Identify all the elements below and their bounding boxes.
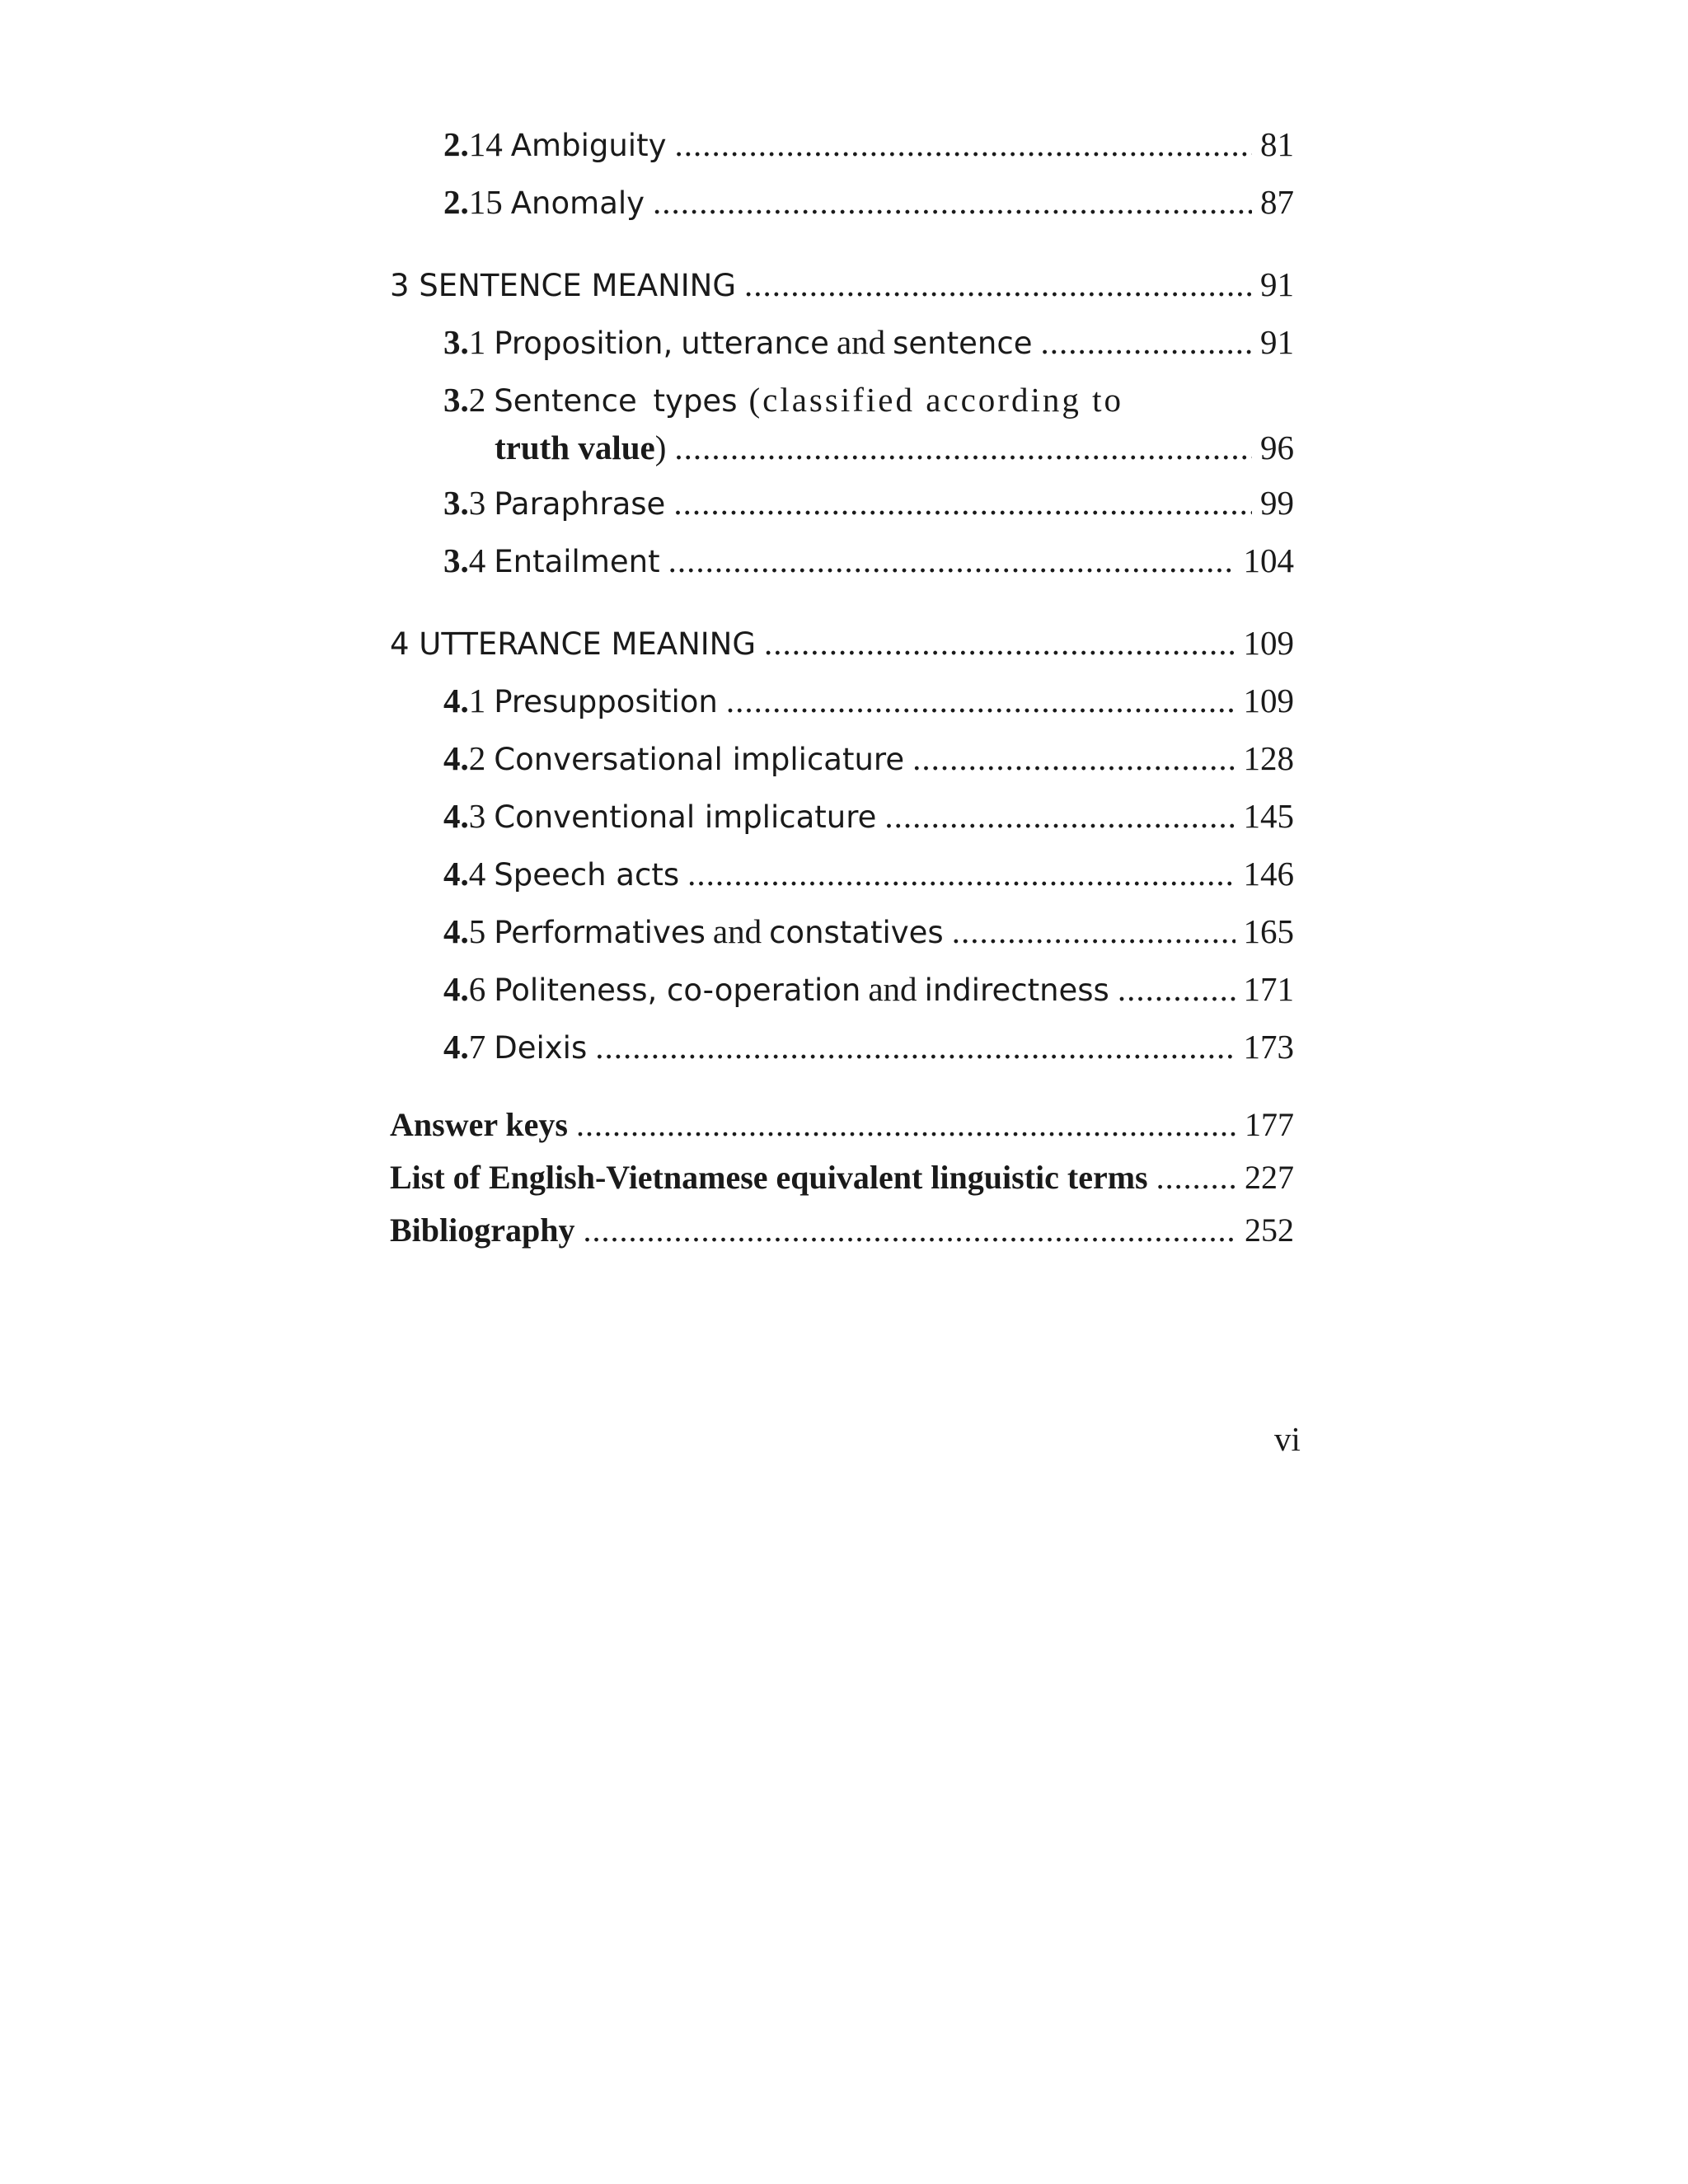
section-title: Paraphrase — [494, 486, 666, 522]
dot-leader — [1040, 321, 1252, 363]
dot-leader — [1156, 1157, 1236, 1198]
page-ref: 99 — [1260, 484, 1294, 522]
dot-leader — [674, 427, 1252, 468]
backmatter-title: Answer keys — [390, 1106, 568, 1143]
dot-leader — [668, 540, 1236, 581]
toc-entry[interactable] — [443, 540, 1294, 581]
page-ref: 87 — [1260, 183, 1294, 221]
section-number: 2.15 — [443, 183, 503, 221]
page-ref: 91 — [1260, 265, 1294, 303]
page-ref: 165 — [1243, 912, 1294, 950]
backmatter-title: Bibliography — [390, 1212, 575, 1249]
dot-leader — [595, 1026, 1235, 1067]
page-ref: 109 — [1243, 682, 1294, 719]
page-ref: 128 — [1243, 739, 1294, 777]
section-title: Presupposition — [494, 684, 718, 719]
section-number: 4.7 — [443, 1028, 486, 1066]
section-title-part: utterance — [681, 326, 829, 361]
page-ref: 177 — [1245, 1106, 1294, 1143]
title-conjunction: and — [868, 970, 917, 1008]
section-number: 2.14 — [443, 125, 503, 163]
section-title: Deixis — [494, 1030, 588, 1066]
dot-leader — [884, 795, 1235, 837]
dot-leader — [726, 680, 1236, 721]
chapter-title: 3 SENTENCE MEANING — [390, 268, 737, 303]
page-ref: 146 — [1243, 855, 1294, 893]
toc-backmatter-entry[interactable] — [390, 1210, 1294, 1251]
dot-leader — [653, 181, 1252, 223]
chapter-title: 4 UTTERANCE MEANING — [390, 626, 757, 662]
section-title: Entailment — [494, 544, 660, 579]
section-number: 4.2 — [443, 739, 486, 777]
section-title: Sentence types — [494, 383, 738, 419]
dot-leader — [687, 853, 1235, 894]
page-ref: 173 — [1243, 1028, 1294, 1066]
section-number: 3.4 — [443, 541, 486, 579]
section-title-note: (classified according to — [748, 381, 1123, 419]
section-number: 4.6 — [443, 970, 486, 1008]
toc-chapter-entry[interactable] — [390, 264, 1294, 305]
dot-leader — [744, 264, 1252, 305]
page-ref: 145 — [1243, 797, 1294, 835]
section-title-part: Performatives — [494, 915, 706, 950]
section-number: 3.2 — [443, 381, 486, 419]
page-ref: 171 — [1243, 970, 1294, 1008]
toc-entry[interactable] — [443, 379, 1294, 420]
section-number: 4.5 — [443, 912, 486, 950]
dot-leader — [912, 738, 1235, 779]
toc-entry[interactable] — [443, 181, 1294, 223]
toc-entry[interactable] — [443, 321, 1294, 363]
page-ref: 109 — [1243, 624, 1294, 662]
section-title: Ambiguity — [510, 128, 667, 163]
title-conjunction: and — [712, 912, 762, 950]
page-ref: 252 — [1245, 1212, 1294, 1249]
dot-leader — [584, 1210, 1236, 1251]
closing-paren: ) — [654, 429, 667, 466]
section-title-part: indirectness — [924, 972, 1109, 1008]
section-title-part: Proposition, — [494, 326, 673, 361]
page-ref: 96 — [1260, 429, 1294, 466]
page-number: vi — [1274, 1420, 1301, 1458]
toc-entry[interactable] — [443, 795, 1294, 837]
section-number: 3.1 — [443, 323, 486, 361]
toc-entry[interactable] — [443, 124, 1294, 165]
backmatter-title: List of English-Vietnamese equivalent linguistic terms — [390, 1159, 1148, 1196]
section-number: 4.1 — [443, 682, 486, 719]
section-title-part: sentence — [893, 326, 1033, 361]
toc-entry[interactable] — [443, 911, 1294, 952]
section-title: Conventional implicature — [494, 799, 877, 835]
section-title: Conversational implicature — [494, 742, 905, 777]
page-ref: 81 — [1260, 125, 1294, 163]
toc-chapter-entry[interactable] — [390, 622, 1294, 663]
toc-entry[interactable] — [443, 853, 1294, 894]
toc-entry[interactable] — [443, 680, 1294, 721]
toc-entry[interactable] — [443, 968, 1294, 1010]
dot-leader — [952, 911, 1236, 952]
toc-entry-continuation[interactable] — [495, 427, 1294, 468]
page-ref: 104 — [1243, 541, 1294, 579]
page-ref: 227 — [1245, 1159, 1294, 1196]
toc-entry[interactable] — [443, 1026, 1294, 1067]
toc-entry[interactable] — [443, 482, 1294, 523]
section-title: Speech acts — [494, 857, 680, 893]
section-title-continuation: truth value — [495, 429, 655, 466]
dot-leader — [764, 622, 1235, 663]
section-number: 4.4 — [443, 855, 486, 893]
section-title-part: Politeness, co-operation — [494, 972, 861, 1008]
page-ref: 91 — [1260, 323, 1294, 361]
section-number: 4.3 — [443, 797, 486, 835]
toc-backmatter-entry[interactable] — [390, 1104, 1294, 1146]
section-title-part: constatives — [769, 915, 944, 950]
dot-leader — [675, 124, 1253, 165]
dot-leader — [673, 482, 1252, 523]
section-title: Anomaly — [510, 185, 645, 221]
dot-leader — [1118, 968, 1236, 1010]
toc-entry[interactable] — [443, 738, 1294, 779]
toc-backmatter-entry[interactable] — [390, 1157, 1294, 1198]
section-number: 3.3 — [443, 484, 486, 522]
dot-leader — [576, 1104, 1236, 1146]
title-conjunction: and — [836, 323, 886, 361]
